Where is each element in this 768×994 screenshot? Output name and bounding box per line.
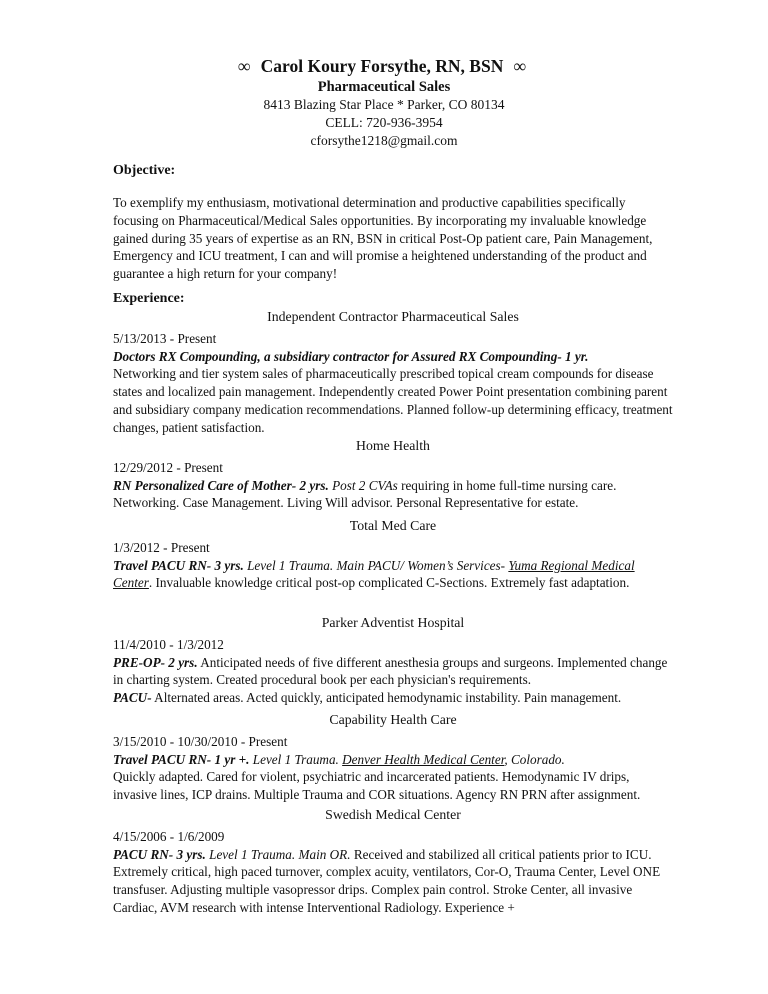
objective-text: To exemplify my enthusiasm, motivational determination and productive capabilities specifically focusing on Pharmaceutical/Medical Sales opportunities. By incorporating my invaluable knowledge gained during 35 years of expertise as an RN, BSN in critical Post-Op patient care, Pain Management, Emergency and ICU treatment, I can and will promise a heightened understanding of the product and guarantee a high return for your company! [113, 195, 653, 282]
job-entry [113, 614, 673, 707]
job-role-detail: Level 1 Trauma. Main PACU/ Women’s Services- [247, 557, 506, 573]
address: 8413 Blazing Star Place * Parker, CO 80134 [263, 97, 505, 112]
experience-heading: Experience: [113, 291, 185, 306]
candidate-name-line [0, 56, 766, 77]
job-role: RN Personalized Care of Mother- 2 yrs. [113, 477, 329, 493]
job-role-detail: Level 1 Trauma. [252, 751, 339, 767]
job-description: Networking and tier system sales of pharmaceutically prescribed topical cream compounds for disease states and localized pain management. Independently created Power Point presentation combining parent and subsidiary company medication recommendations. Planned follow-up determining efficacy, treatment changes, patient satisfaction. [113, 366, 673, 435]
job-dates: 12/29/2012 - Present [113, 459, 223, 475]
job-dates: 1/3/2012 - Present [113, 539, 210, 555]
resume-subtitle: Pharmaceutical Sales [317, 79, 451, 95]
job-entry [113, 711, 673, 804]
employer-name: Independent Contractor Pharmaceutical Sales [267, 309, 519, 324]
job-role-2: PACU- [113, 690, 152, 706]
job-role-detail: Post 2 CVAs [332, 477, 398, 493]
cell-phone: CELL: 720-936-3954 [325, 115, 443, 130]
job-description: Received and stabilized all critical patients prior to ICU. Extremely critical, high paced turnover, complex acuity, ventilators, Cor-O, Trauma Center, Level ONE transfuser. Adjusting multiple vasopressor drips. Complex pain control. Stroke Center, all invasive Cardiac, AVM research with intense Interventional Radiology. Experience + [113, 846, 661, 915]
job-role-detail: Level 1 Trauma. Main OR. [209, 846, 351, 862]
job-entry [113, 308, 673, 437]
employer-name: Capability Health Care [329, 712, 457, 727]
employer-name: Parker Adventist Hospital [321, 615, 465, 630]
candidate-name: Carol Koury Forsythe, RN, BSN [260, 56, 504, 76]
job-details [113, 477, 673, 513]
job-details-2 [113, 689, 673, 707]
job-details [113, 654, 673, 690]
employer-name: Home Health [356, 438, 430, 453]
job-dates: 5/13/2013 - Present [113, 330, 217, 346]
job-details [113, 846, 673, 917]
job-description: Quickly adapted. Cared for violent, psychiatric and incarcerated patients. Hemodynamic IV drips, invasive lines, ICP drains. Multiple Trauma and COR situations. Agency RN PRN after assignment. [113, 769, 641, 803]
job-role: PRE-OP- 2 yrs. [113, 654, 198, 670]
email: cforsythe1218@gmail.com [310, 133, 458, 148]
objective-heading: Objective: [113, 163, 176, 178]
job-entry [113, 517, 673, 592]
job-details [113, 557, 673, 593]
job-entry [113, 806, 673, 917]
infinity-icon: ∞ [237, 56, 251, 76]
hospital-link[interactable]: Denver Health Medical Center [342, 751, 505, 767]
hospital-link[interactable]: Yuma Regional Medical Center [113, 557, 635, 591]
job-role-location: , Colorado. [504, 751, 565, 767]
employer-name: Total Med Care [349, 518, 437, 533]
job-role: Travel PACU RN- 3 yrs. [113, 557, 244, 573]
job-details [113, 751, 673, 769]
employer-name: Swedish Medical Center [325, 807, 461, 822]
infinity-icon: ∞ [513, 56, 527, 76]
job-role: PACU RN- 3 yrs. [113, 846, 206, 862]
job-dates: 4/15/2006 - 1/6/2009 [113, 828, 225, 844]
job-dates: 11/4/2010 - 1/3/2012 [113, 636, 224, 652]
job-role: Travel PACU RN- 1 yr +. [113, 751, 250, 767]
job-description: . Invaluable knowledge critical post-op complicated C-Sections. Extremely fast adaptation. [148, 575, 630, 591]
job-description: Anticipated needs of five different anesthesia groups and surgeons. Implemented change in charting system. Created procedural book per each physician's requirements. [113, 654, 668, 688]
job-entry [113, 437, 673, 512]
job-dates: 3/15/2010 - 10/30/2010 - Present [113, 733, 288, 749]
job-description-2: Alternated areas. Acted quickly, anticipated hemodynamic instability. Pain management. [154, 690, 622, 706]
job-role: Doctors RX Compounding, a subsidiary contractor for Assured RX Compounding- 1 yr. [113, 348, 589, 364]
job-description: requiring in home full-time nursing care. Networking. Case Management. Living Will advisor. Personal Representative for estate. [113, 477, 617, 511]
